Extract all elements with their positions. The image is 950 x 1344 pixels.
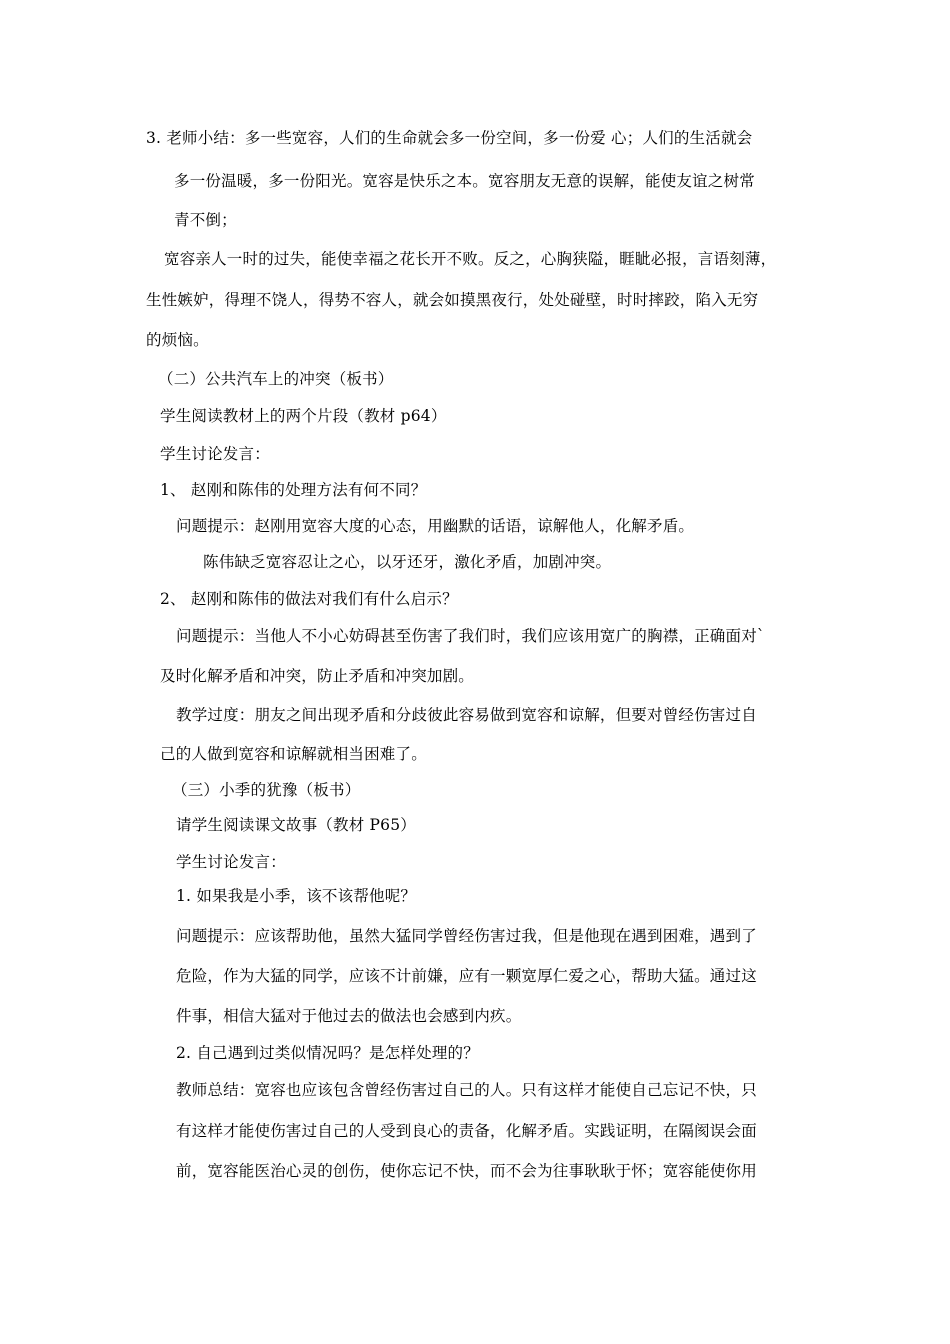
summary-line-1: 3. 老师小结：多一些宽容，人们的生命就会多一份空间，多一份爱 心；人们的生活就会 <box>146 129 753 147</box>
question-4: 2. 自己遇到过类似情况吗？是怎样处理的？ <box>176 1044 479 1062</box>
reading-instruction-2: 请学生阅读课文故事（教材 P65） <box>176 816 416 834</box>
paragraph-line-2: 生性嫉妒，得理不饶人，得势不容人，就会如摸黑夜行，处处碰壁，时时摔跤，陷入无穷 <box>146 291 759 309</box>
hint-2-line-2: 及时化解矛盾和冲突，防止矛盾和冲突加剧。 <box>160 667 475 685</box>
paragraph-line-1: 宽容亲人一时的过失，能使幸福之花长开不败。反之，心胸狭隘，睚眦必报，言语刻薄， <box>164 250 777 268</box>
paragraph-line-3: 的烦恼。 <box>146 331 209 349</box>
hint-1-line-2: 陈伟缺乏宽容忍让之心，以牙还牙，激化矛盾，加剧冲突。 <box>203 553 612 571</box>
discussion-label-1: 学生讨论发言： <box>160 445 270 463</box>
transition-line-2: 己的人做到宽容和谅解就相当困难了。 <box>160 745 427 763</box>
conclusion-line-3: 前，宽容能医治心灵的创伤，使你忘记不快，而不会为往事耿耿于怀；宽容能使你用 <box>176 1162 757 1180</box>
conclusion-line-2: 有这样才能使伤害过自己的人受到良心的责备，化解矛盾。实践证明，在隔阂误会面 <box>176 1122 757 1140</box>
transition-line-1: 教学过度：朋友之间出现矛盾和分歧彼此容易做到宽容和谅解，但要对曾经伤害过自 <box>176 706 757 724</box>
hint-3-line-2: 危险，作为大猛的同学，应该不计前嫌，应有一颗宽厚仁爱之心，帮助大猛。通过这 <box>176 967 757 985</box>
hint-1-line-1: 问题提示：赵刚用宽容大度的心态，用幽默的话语，谅解他人，化解矛盾。 <box>176 517 695 535</box>
section-heading-3: （三）小季的犹豫（板书） <box>172 781 361 799</box>
question-1: 1、 赵刚和陈伟的处理方法有何不同？ <box>160 481 427 499</box>
question-2: 2、 赵刚和陈伟的做法对我们有什么启示？ <box>160 590 458 608</box>
discussion-label-2: 学生讨论发言： <box>176 853 286 871</box>
summary-line-2: 多一份温暖，多一份阳光。宽容是快乐之本。宽容朋友无意的误解，能使友谊之树常 <box>174 172 755 190</box>
reading-instruction-1: 学生阅读教材上的两个片段（教材 p64） <box>160 407 447 425</box>
hint-2-line-1: 问题提示：当他人不小心妨碍甚至伤害了我们时，我们应该用宽广的胸襟，正确面对` <box>176 627 765 645</box>
hint-3-line-1: 问题提示：应该帮助他，虽然大猛同学曾经伤害过我，但是他现在遇到困难，遇到了 <box>176 927 757 945</box>
summary-line-3: 青不倒； <box>174 211 237 229</box>
conclusion-line-1: 教师总结：宽容也应该包含曾经伤害过自己的人。只有这样才能使自己忘记不快，只 <box>176 1081 757 1099</box>
question-3: 1. 如果我是小季，该不该帮他呢？ <box>176 887 417 905</box>
section-heading-2: （二）公共汽车上的冲突（板书） <box>158 370 394 388</box>
hint-3-line-3: 件事，相信大猛对于他过去的做法也会感到内疚。 <box>176 1007 522 1025</box>
